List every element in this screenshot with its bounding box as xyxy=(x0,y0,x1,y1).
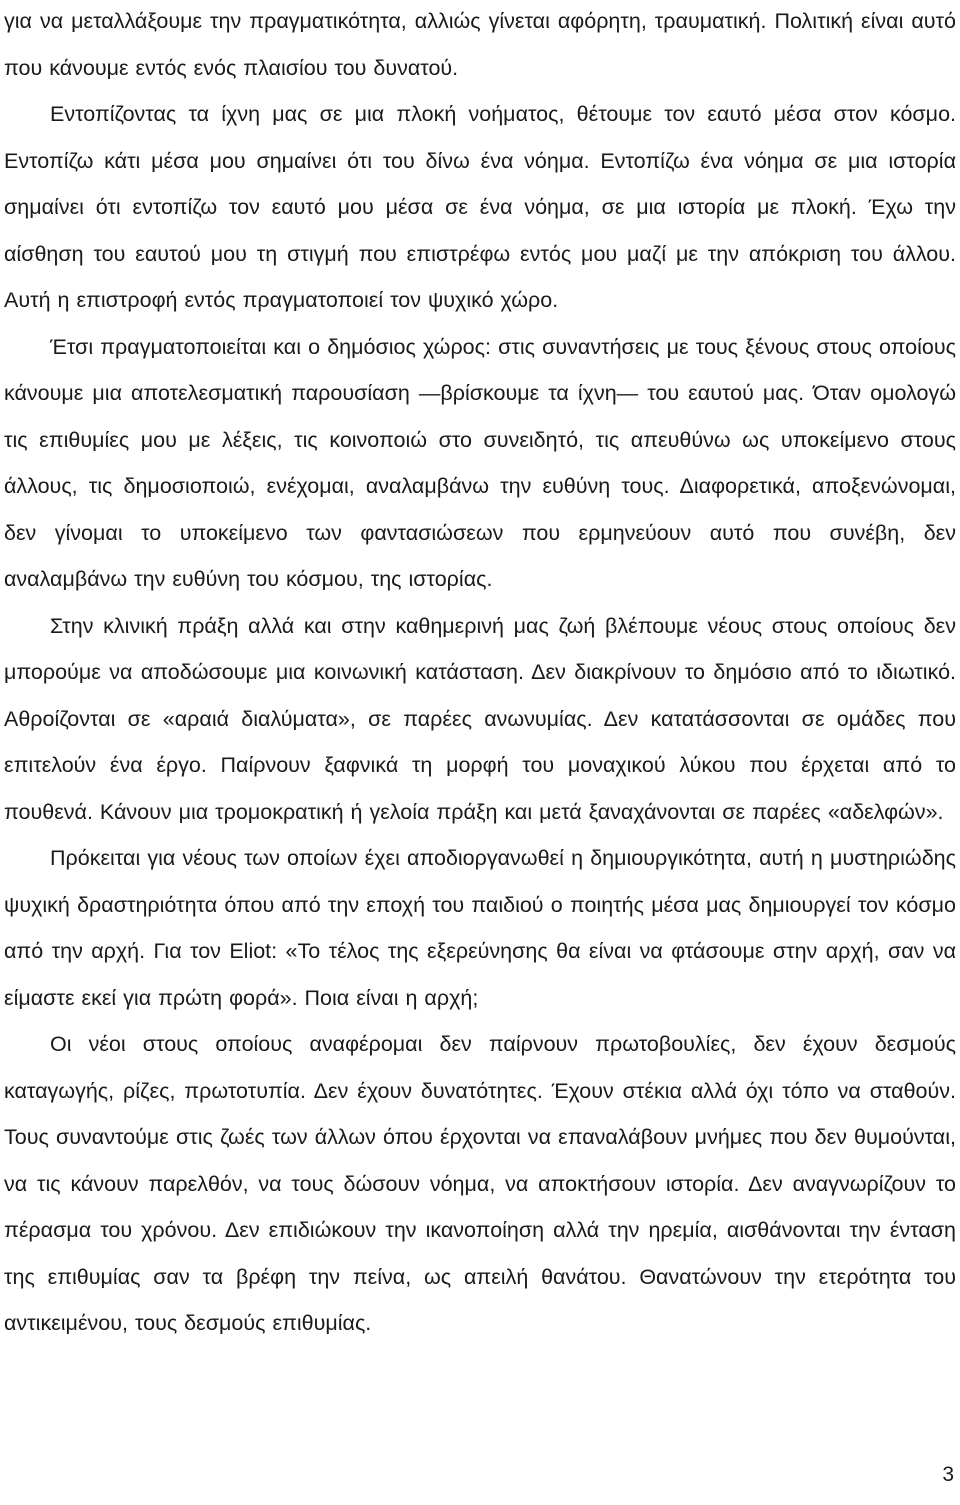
paragraph: Πρόκειται για νέους των οποίων έχει αποδιοργανωθεί η δημιουργικότητα, αυτή η μυστηριώδης ψυχική δραστηριότητα όπου από την εποχή του παιδιού ο ποιητής μέσα μας δημιουργεί τον κόσμο από την αρχή. Για τον Eliot: «Το τέλος της εξερεύνησης θα είναι να φτάσουμε στην αρχή, σαν να είμαστε εκεί για πρώτη φορά». Ποια είναι η αρχή; xyxy=(4,846,956,1010)
paragraph: Έτσι πραγματοποιείται και ο δημόσιος χώρος: στις συναντήσεις με τους ξένους στους οποίους κάνουμε μια αποτελεσματική παρουσίαση —βρίσκουμε τα ίχνη— του εαυτού μας. Όταν ομολογώ τις επιθυμίες μου με λέξεις, τις κοινοποιώ στο συνειδητό, τις απευθύνω ως υποκείμενο στους άλλους, τις δημοσιοποιώ, ενέχομαι, αναλαμβάνω την ευθύνη τους. Διαφορετικά, αποξενώνομαι, δεν γίνομαι το υποκείμενο των φαντασιώσεων που ερμηνεύουν αυτό που συνέβη, δεν αναλαμβάνω την ευθύνη του κόσμου, της ιστορίας. xyxy=(4,334,956,591)
paragraph: για να μεταλλάξουμε την πραγματικότητα, αλλιώς γίνεται αφόρητη, τραυματική. Πολιτική είναι αυτό που κάνουμε εντός ενός πλαισίου του δυνατού. xyxy=(4,9,956,80)
body-text xyxy=(4,0,956,1347)
paragraph: Εντοπίζοντας τα ίχνη μας σε μια πλοκή νοήματος, θέτουμε τον εαυτό μέσα στον κόσμο. Εντοπίζω κάτι μέσα μου σημαίνει ότι του δίνω ένα νόημα. Εντοπίζω ένα νόημα σε μια ιστορία σημαίνει ότι εντοπίζω τον εαυτό μου μέσα σε ένα νόημα, σε μια ιστορία με πλοκή. Έχω την αίσθηση του εαυτού μου τη στιγμή που επιστρέφω εντός μου μαζί με την απόκριση του άλλου. Αυτή η επιστροφή εντός πραγματοποιεί τον ψυχικό χώρο. xyxy=(4,102,956,312)
paragraph: Οι νέοι στους οποίους αναφέρομαι δεν παίρνουν πρωτοβουλίες, δεν έχουν δεσμούς καταγωγής, ρίζες, πρωτοτυπία. Δεν έχουν δυνατότητες. Έχουν στέκια αλλά όχι τόπο να σταθούν. Τους συναντούμε στις ζωές των άλλων όπου έρχονται να επαναλάβουν μνήμες που δεν θυμούνται, να τις κάνουν παρελθόν, να τους δώσουν νόημα, να αποκτήσουν ιστορία. Δεν αναγνωρίζουν το πέρασμα του χρόνου. Δεν επιδιώκουν την ικανοποίηση αλλά την ηρεμία, αισθάνονται την ένταση της επιθυμίας σαν τα βρέφη την πείνα, ως απειλή θανάτου. Θανατώνουν την ετερότητα του αντικειμένου, τους δεσμούς επιθυμίας. xyxy=(4,1032,956,1335)
paragraph: Στην κλινική πράξη αλλά και στην καθημερινή μας ζωή βλέπουμε νέους στους οποίους δεν μπορούμε να αποδώσουμε μια κοινωνική κατάσταση. Δεν διακρίνουν το δημόσιο από το ιδιωτικό. Αθροίζονται σε «αραιά διαλύματα», σε παρέες ανωνυμίας. Δεν κατατάσσονται σε ομάδες που επιτελούν ένα έργο. Παίρνουν ξαφνικά τη μορφή του μοναχικού λύκου που έρχεται από το πουθενά. Κάνουν μια τρομοκρατική ή γελοία πράξη και μετά ξαναχάνονται σε παρέες «αδελφών». xyxy=(4,613,956,824)
page-number: 3 xyxy=(942,1463,954,1486)
